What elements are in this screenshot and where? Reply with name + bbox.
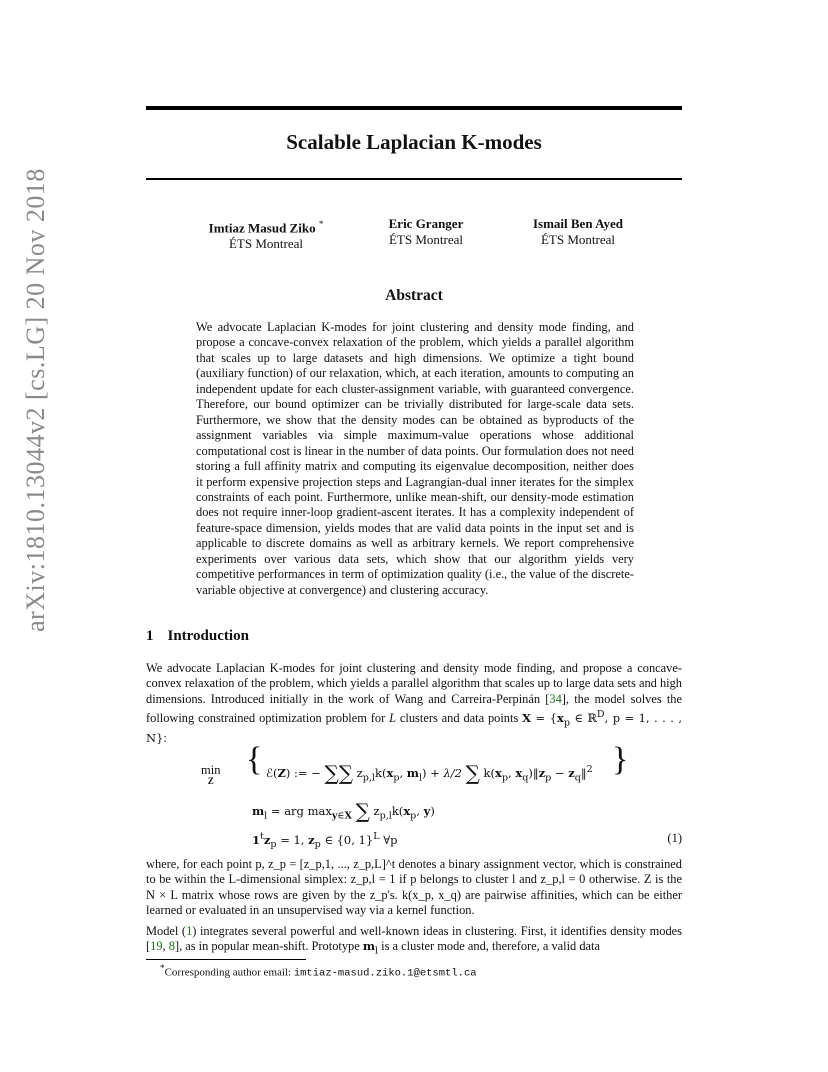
footnote-rule xyxy=(146,959,306,960)
author-1-name: Imtiaz Masud Ziko xyxy=(208,220,316,236)
intro-text: ], the model solves the following constrained optimization problem for xyxy=(146,691,682,726)
author-3-affiliation: ÉTS Montreal xyxy=(540,232,615,247)
equation-number: (1) xyxy=(667,831,682,845)
left-brace: { xyxy=(246,741,263,778)
section-number: 1 xyxy=(146,628,154,644)
title-rule-bottom xyxy=(146,178,682,180)
author-3 xyxy=(516,216,640,248)
footnote xyxy=(160,963,477,980)
author-1-mark: * xyxy=(318,219,324,229)
citation-link[interactable]: 34 xyxy=(549,691,562,706)
footnote-label: Corresponding author email: xyxy=(164,966,294,979)
equation-line-2: $m_l$ = arg $\max_{y\in X}$ ∑ $z_{p,l}k(x_p$, y) xyxy=(252,799,435,823)
author-2-name: Eric Granger xyxy=(388,216,464,231)
author-1 xyxy=(196,216,336,252)
author-2-affiliation: ÉTS Montreal xyxy=(388,232,463,247)
footnote-mark: * xyxy=(160,963,165,973)
intro-text: Model ( xyxy=(146,924,187,938)
arxiv-identifier: arXiv:1810.13044v2 [cs.LG] 20 Nov 2018 xyxy=(21,168,50,632)
arxiv-sidebar xyxy=(18,100,54,700)
intro-paragraph-2: where, for each point p, z_p = [z_p,1, ..., z_p,L]^t denotes a binary assignment vector, which is constrained to be within the L-dimensional simplex: z_p,l = 1 if p belongs to cluster l and z_p,l = 0 otherwise. Z is the N × L matrix whose rows are given by the z_p's. k(x_p, x_q) are pairwise affinities, which can be either learned or evaluated in an unsupervised way via a kernel function. xyxy=(146,857,682,918)
intro-paragraph-1: We advocate Laplacian K-modes for joint clustering and density mode finding, and propose a concave-convex relaxation of the problem, which yields a parallel algorithm that scales up to large data sets and high dimensions. Introduced initially in the work of Wang and Carreira-Perpinán [34], the model solves the following constrained optimization problem for L clusters and data points $X = \{x_p$ ∈ ℝ$^D$, p = 1, . . . , N}: xyxy=(146,661,682,745)
equation-1 xyxy=(146,741,682,851)
equation-line-1: ℰ(Z) := − ∑∑ $z_{p,l}k(x_p$, $m_l) + \lambda/2$ ∑ $k(x_p$, $x_q)‖z_p$ − $z_q‖^2$ xyxy=(266,761,593,785)
citation-link[interactable]: 8 xyxy=(168,939,175,954)
title-rule-top xyxy=(146,106,682,110)
citation-link[interactable]: 19 xyxy=(150,939,163,954)
intro-text: ], as in popular mean-shift. Prototype xyxy=(174,939,363,954)
right-brace: } xyxy=(612,741,629,778)
section-title: Introduction xyxy=(167,628,249,644)
section-heading xyxy=(146,628,249,645)
abstract-body: We advocate Laplacian K-modes for joint clustering and density mode finding, and propose a concave-convex relaxation of the problem, which yields a parallel algorithm that scales up to large datasets and high dimensions. We optimize a tight bound (auxiliary function) of our relaxation, which, at each iteration, amounts to computing an independent update for each cluster-assignment variable, with guaranteed convergence. Therefore, our bound optimizer can be trivially distributed for large-scale data sets. Furthermore, we show that the density modes can be obtained as byproducts of the assignment variables via simple maximum-value operations whose additional computational cost is linear in the number of data points. Our formulation does not need storing a full affinity matrix and computing its eigenvalue decomposition, neither does it perform expensive projection steps and Lagrangian-dual inner iterates for the simplex constraints of each point. Furthermore, unlike mean-shift, our density-mode estimation does not require inner-loop gradient-ascent iterates. It has a complexity independent of feature-space dimension, yields modes that are valid data points in the input set and is applicable to discrete domains as well as arbitrary kernels. We report comprehensive experiments over various data sets, which show that our algorithm yields very competitive performances in term of optimization quality (i.e., the value of the discrete-variable objective at convergence) and clustering accuracy. xyxy=(196,320,634,597)
intro-text: is a cluster mode and, therefore, a valid data xyxy=(378,939,600,954)
footnote-email[interactable]: imtiaz-masud.ziko.1@etsmtl.ca xyxy=(293,967,477,980)
intro-text: We advocate Laplacian K-modes for joint clustering and density mode finding, and propose a concave-convex relaxation of the problem, which yields a parallel algorithm that scales up to large data sets and high dimensions. Introduced initially in the work of Wang and Carreira-Perpinán [ xyxy=(146,661,682,706)
intro-text: ) integrates several powerful and well-known ideas in clustering. First, it identifies density modes [ xyxy=(146,924,682,954)
author-1-affiliation: ÉTS Montreal xyxy=(228,236,303,252)
equation-link[interactable]: 1 xyxy=(186,924,193,938)
equation-line-3: $1^tz_p = 1$, $z_p$ ∈ {0, 1}$^L$ ∀p xyxy=(252,831,398,851)
author-3-name: Ismail Ben Ayed xyxy=(532,216,624,231)
abstract-heading: Abstract xyxy=(385,287,443,304)
author-2 xyxy=(366,216,486,248)
intro-paragraph-3: Model (1) integrates several powerful and well-known ideas in clustering. First, it identifies density modes [19, 8], as in popular mean-shift. Prototype $m_l$ is a cluster mode and, therefore, a valid data xyxy=(146,924,682,957)
paper-title: Scalable Laplacian K-modes xyxy=(286,130,542,154)
intro-text: clusters and data points xyxy=(396,711,523,726)
min-operator: min Z xyxy=(201,763,221,786)
